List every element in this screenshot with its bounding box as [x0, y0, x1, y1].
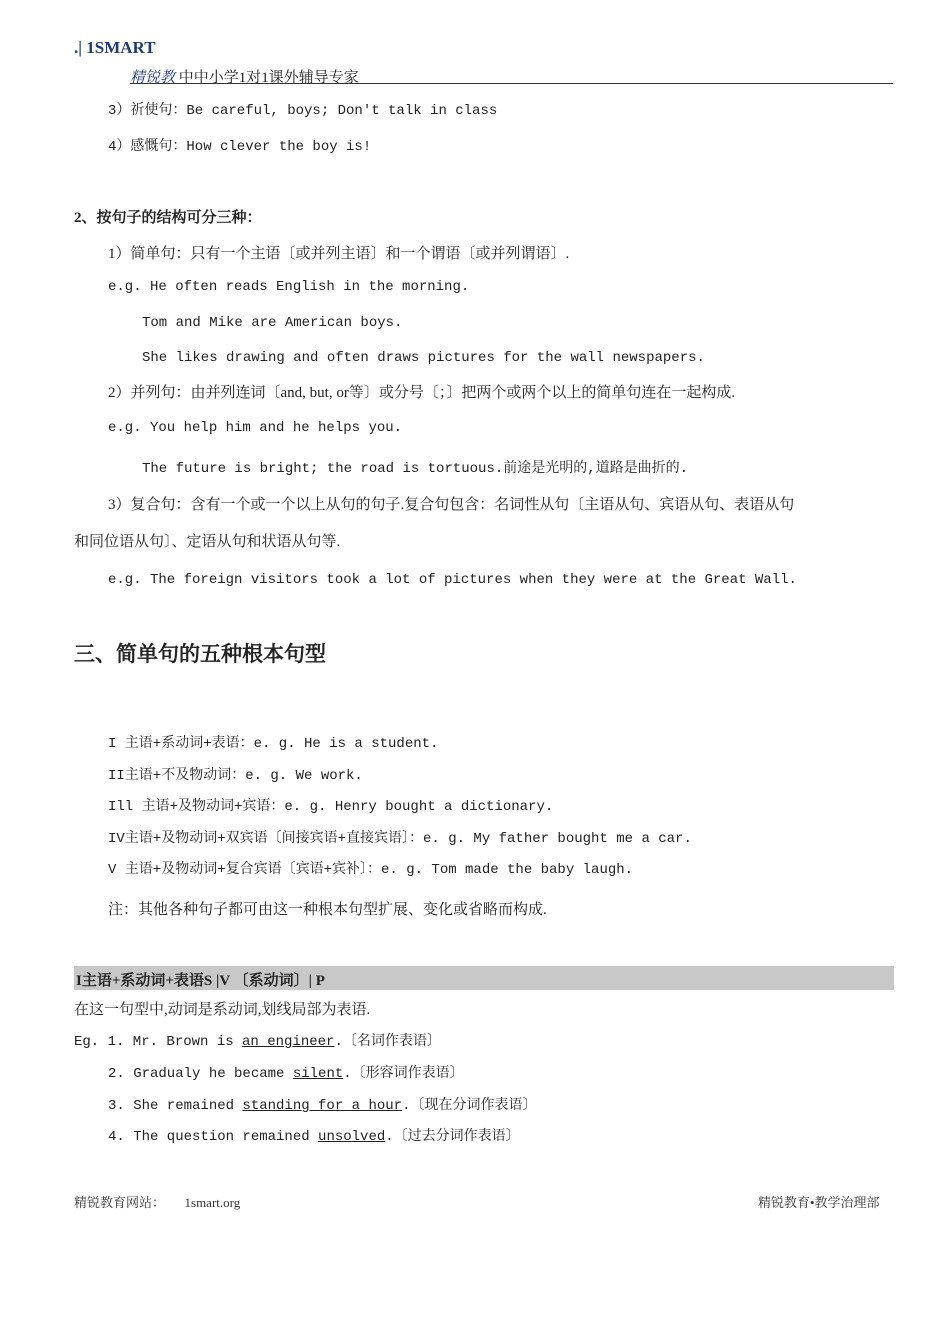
simple-sentence-def: 1）简单句：只有一个主语〔或并列主语〕和一个谓语〔或并列谓语〕. — [108, 246, 570, 262]
simple-example-3: She likes drawing and often draws pictures for the wall newspapers. — [142, 350, 705, 366]
section-title: 三、简单句的五种根本句型 — [74, 642, 326, 666]
predicative-underlined: standing for a hour — [242, 1098, 403, 1114]
pattern-bar-title: I主语+系动词+表语S |V 〔系动词〕| P — [76, 973, 325, 989]
patterns-note: 注：其他各种句子都可由这一种根本句型扩展、变化或省略而构成. — [108, 902, 547, 918]
tagline-text: 中中小学1对1课外辅导专家 — [178, 70, 359, 86]
pattern-3: Ill 主语+及物动词+宾语：e. g. Henry bought a dictionary. — [108, 799, 554, 815]
imperative-item: 3）祈使句：Be careful, boys; Don't talk in class — [108, 103, 498, 119]
structure-heading: 2、按句子的结构可分三种： — [74, 210, 262, 226]
example-note: .〔过去分词作表语〕 — [385, 1129, 520, 1145]
predicative-underlined: unsolved — [318, 1129, 386, 1145]
footer-website-label: 精锐教育网站： — [74, 1195, 166, 1210]
example-note: .〔现在分词作表语〕 — [402, 1098, 537, 1114]
complex-sentence-def-cont: 和同位语从句〕、定语从句和状语从句等. — [74, 534, 341, 550]
example-note: .〔形容词作表语〕 — [343, 1066, 464, 1082]
simple-example-1: e.g. He often reads English in the morning. — [108, 279, 470, 295]
example-4 — [108, 1125, 520, 1145]
example-note: .〔名词作表语〕 — [334, 1034, 441, 1050]
footer-department: 精锐教育•教学治理部 — [758, 1195, 880, 1210]
example-text: 3. She remained — [108, 1098, 243, 1114]
pattern-intro: 在这一句型中,动词是系动词,划线局部为表语. — [74, 1002, 371, 1018]
footer-website — [74, 1192, 240, 1211]
example-3 — [108, 1094, 536, 1114]
example-text: 2. Gradualy he became — [108, 1066, 293, 1082]
simple-example-2: Tom and Mike are American boys. — [142, 315, 403, 331]
pattern-2: II主语+不及物动词：e. g. We work. — [108, 768, 363, 784]
complex-sentence-def: 3）复合句：含有一个或一个以上从句的句子.复合句包含：名词性从句〔主语从句、宾语从句、表语从句 — [108, 497, 795, 513]
footer-website-url[interactable]: 1smart.org — [184, 1195, 241, 1210]
header-rule — [130, 83, 893, 84]
example-text: 4. The question remained — [108, 1129, 319, 1145]
tagline-emphasis: 精锐教 — [130, 70, 176, 86]
example-1 — [74, 1030, 441, 1050]
predicative-underlined: an engineer — [242, 1034, 335, 1050]
exclamatory-item: 4）感慨句：How clever the boy is! — [108, 139, 372, 155]
complex-example: e.g. The foreign visitors took a lot of pictures when they were at the Great Wall. — [108, 572, 797, 588]
pattern-4: IV主语+及物动词+双宾语〔间接宾语+直接宾语〕：e. g. My father bought me a car. — [108, 831, 692, 847]
compound-example-1: e.g. You help him and he helps you. — [108, 420, 403, 436]
brand-logo: .| 1SMART — [74, 38, 156, 57]
compound-sentence-def: 2）并列句：由并列连词〔and, but, or等〕或分号〔；〕把两个或两个以上的简单句连在一起构成. — [108, 385, 736, 401]
example-2 — [108, 1062, 464, 1082]
pattern-5: V 主语+及物动词+复合宾语〔宾语+宾补〕：e. g. Tom made the baby laugh. — [108, 862, 634, 878]
compound-example-2: The future is bright; the road is tortuous.前途是光明的,道路是曲折的. — [142, 461, 689, 477]
pattern-1: I 主语+系动词+表语：e. g. He is a student. — [108, 736, 439, 752]
example-text: Eg. 1. Mr. Brown is — [74, 1034, 243, 1050]
predicative-underlined: silent — [292, 1066, 344, 1082]
